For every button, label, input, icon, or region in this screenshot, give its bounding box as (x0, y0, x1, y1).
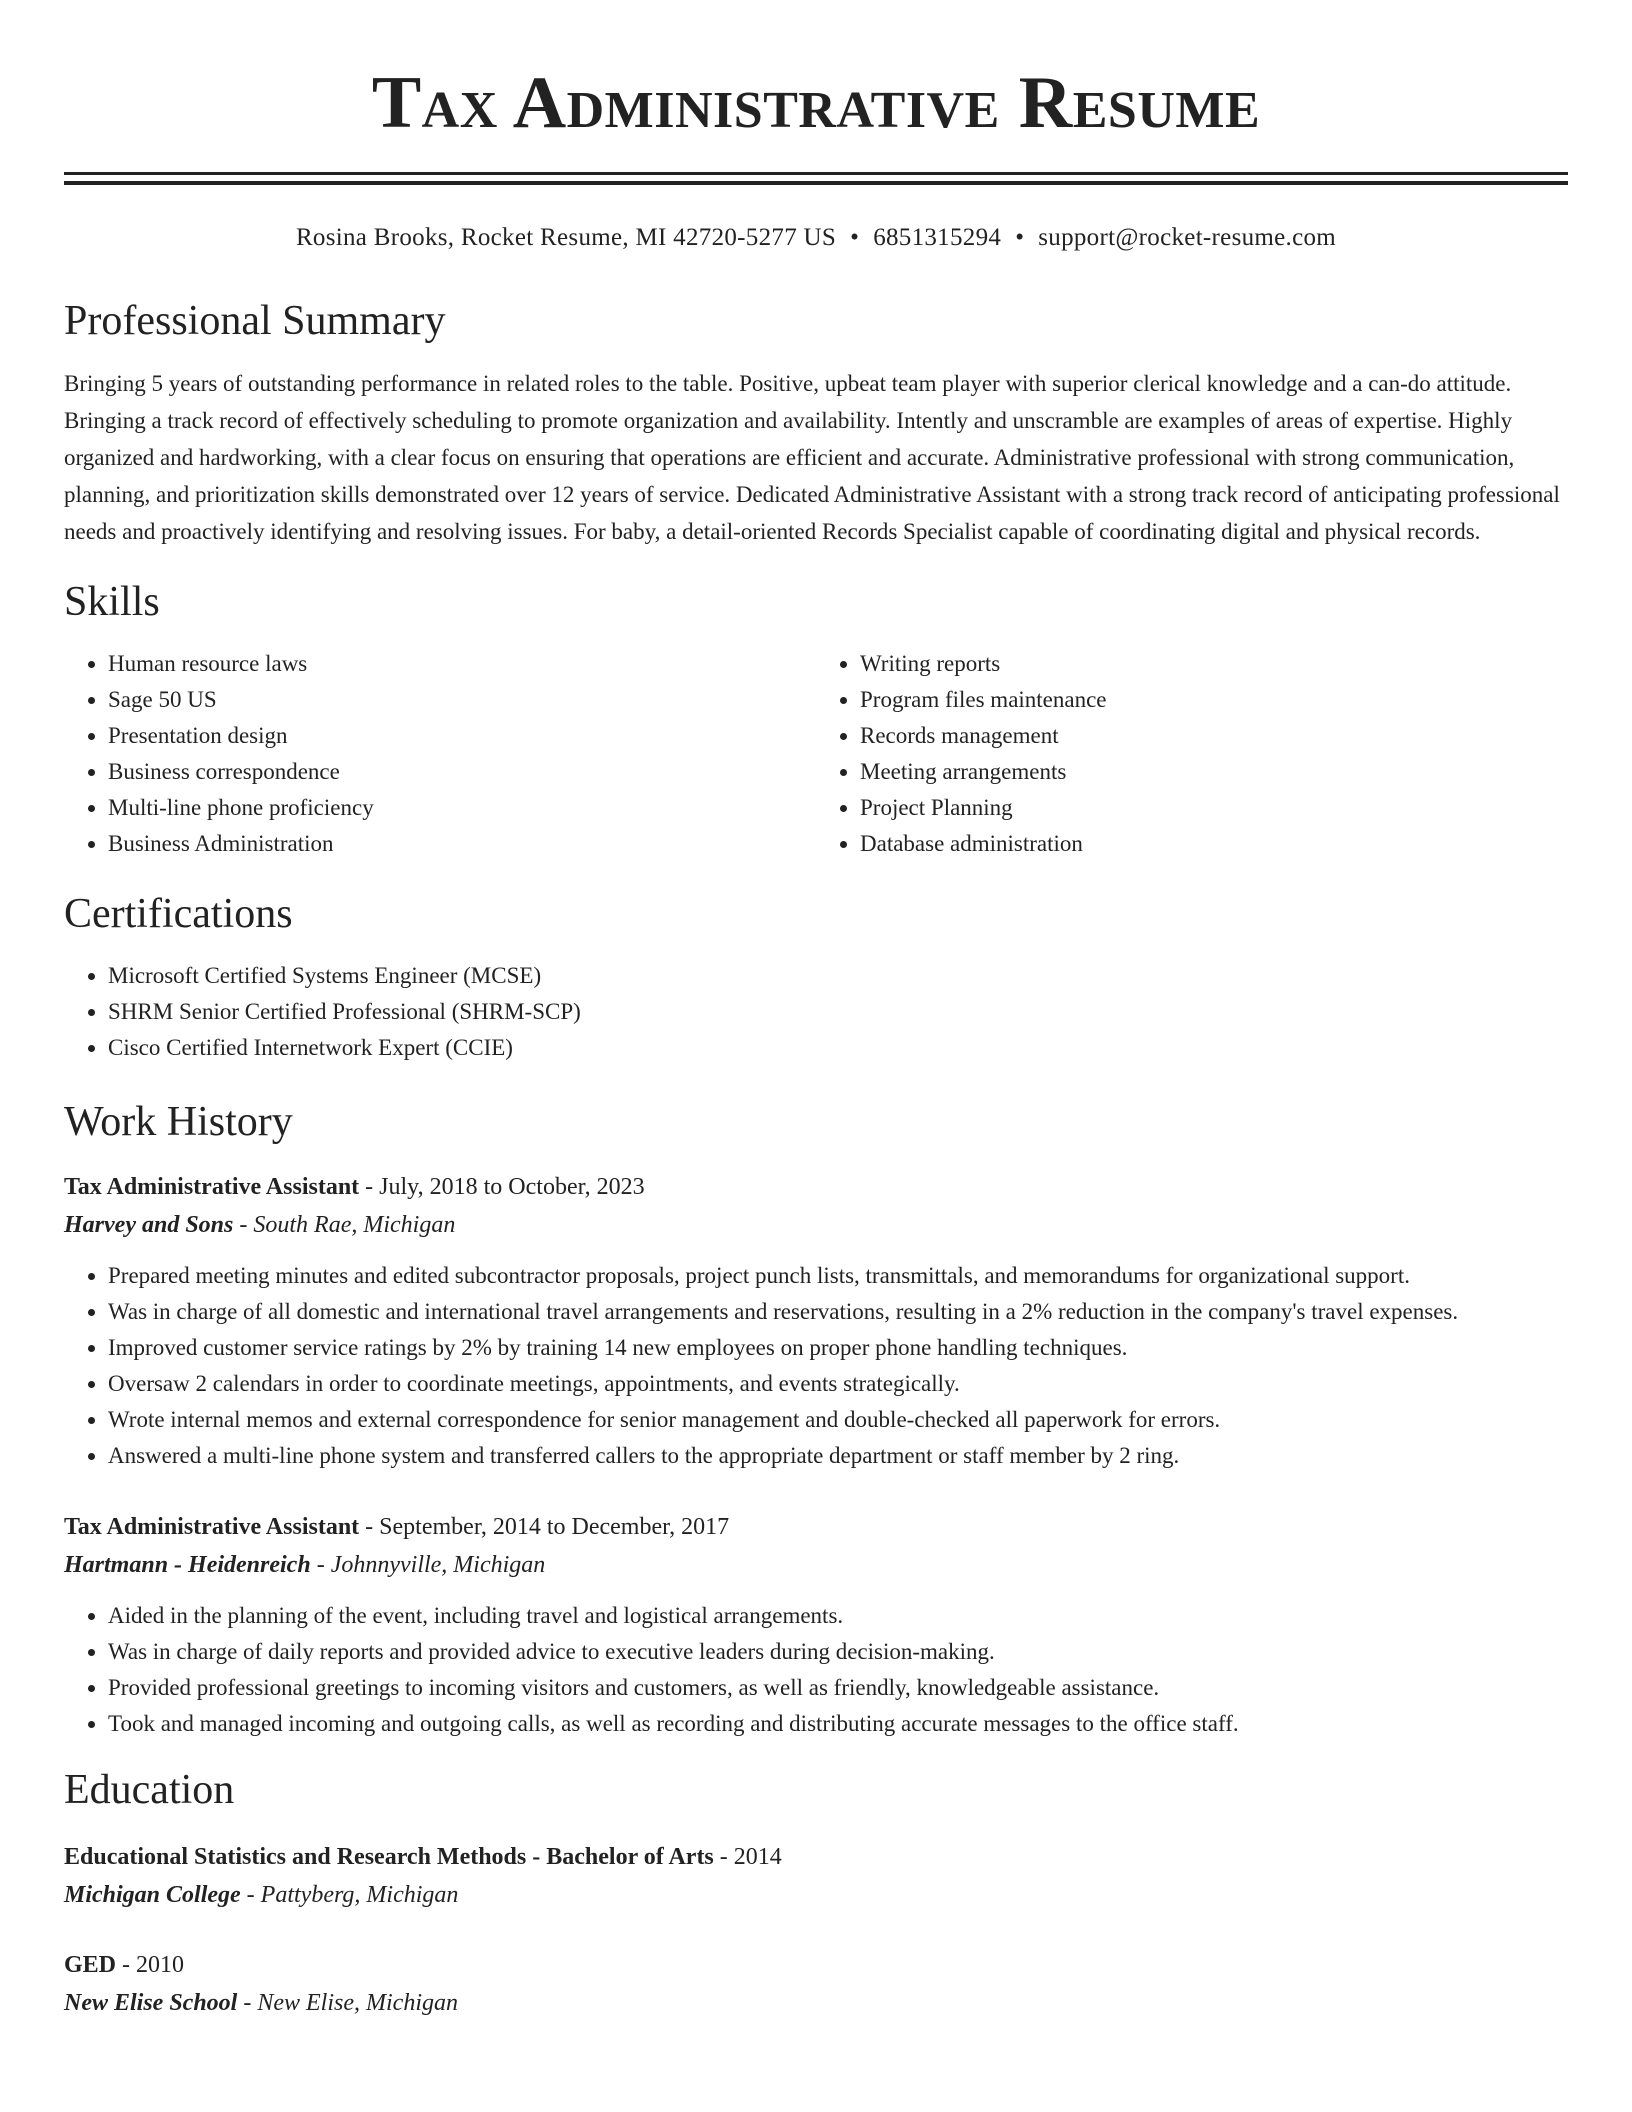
school-line (64, 1984, 1568, 2022)
contact-separator: • (850, 224, 860, 251)
job-bullet: • Oversaw 2 calendars in order to coordinate meetings, appointments, and events strategically. (108, 1366, 1568, 1402)
skill-item: • Writing reports (860, 646, 1568, 682)
certifications-heading: Certifications (64, 891, 293, 937)
skill-item: • Records management (860, 718, 1568, 754)
school: New Elise School (64, 1990, 238, 2016)
job-title-line (64, 1168, 1568, 1206)
job-title-line (64, 1508, 1568, 1546)
job-entry (64, 1168, 1568, 1474)
degree-line (64, 1946, 1568, 1984)
dash: - (365, 1174, 374, 1200)
dash: - (122, 1952, 131, 1978)
degree-year: 2010 (136, 1952, 185, 1978)
contact-phone: 6851315294 (873, 224, 1002, 251)
contact-address: Rosina Brooks, Rocket Resume, MI 42720-5277 US (295, 224, 837, 251)
dash: - (246, 1882, 255, 1908)
degree: GED (64, 1952, 117, 1978)
degree-line (64, 1838, 1568, 1876)
skill-item: • Presentation design (108, 718, 816, 754)
job-bullet: • Was in charge of daily reports and provided advice to executive leaders during decision-making. (108, 1634, 1568, 1670)
school: Michigan College (64, 1882, 241, 1908)
contact-line (64, 221, 1568, 255)
job-entry (64, 1508, 1568, 1742)
job-company-line (64, 1546, 1568, 1584)
certification-item: • Microsoft Certified Systems Engineer (MCSE) (108, 958, 1568, 994)
skills-list-left (64, 646, 816, 862)
education-entry (64, 1946, 1568, 2022)
dash: - (316, 1552, 325, 1578)
education-entry (64, 1838, 1568, 1914)
job-bullet: • Wrote internal memos and external correspondence for senior management and double-checked all paperwork for errors. (108, 1402, 1568, 1438)
skill-item: • Project Planning (860, 790, 1568, 826)
dash: - (243, 1990, 252, 2016)
degree-year: 2014 (733, 1844, 782, 1870)
dash: - (719, 1844, 728, 1870)
job-bullet: • Took and managed incoming and outgoing calls, as well as recording and distributing accurate messages to the office staff. (108, 1706, 1568, 1742)
job-title: Tax Administrative Assistant (64, 1174, 360, 1200)
school-line (64, 1876, 1568, 1914)
job-dates: July, 2018 to October, 2023 (379, 1174, 645, 1200)
certifications-list (64, 958, 1568, 1066)
job-bullet: • Aided in the planning of the event, including travel and logistical arrangements. (108, 1598, 1568, 1634)
page-title: Tax Administrative Resume (371, 62, 1261, 144)
degree: Educational Statistics and Research Methods - Bachelor of Arts (64, 1844, 714, 1870)
job-location: South Rae, Michigan (253, 1212, 456, 1238)
contact-separator: • (1015, 224, 1025, 251)
job-company: Harvey and Sons (64, 1212, 234, 1238)
skill-item: • Sage 50 US (108, 682, 816, 718)
skills-list-right (816, 646, 1568, 862)
skills-heading: Skills (64, 579, 160, 625)
job-bullet: • Provided professional greetings to incoming visitors and customers, as well as friendly, knowledgeable assistance. (108, 1670, 1568, 1706)
dash: - (365, 1514, 374, 1540)
dash: - (239, 1212, 248, 1238)
certification-item: • Cisco Certified Internetwork Expert (CCIE) (108, 1030, 1568, 1066)
skill-item: • Human resource laws (108, 646, 816, 682)
title-divider (64, 172, 1568, 185)
work-history-heading: Work History (64, 1099, 293, 1145)
skill-item: • Database administration (860, 826, 1568, 862)
skill-item: • Business correspondence (108, 754, 816, 790)
job-bullet: • Was in charge of all domestic and international travel arrangements and reservations, resulting in a 2% reduction in the company's travel expenses. (108, 1294, 1568, 1330)
job-bullets (64, 1258, 1568, 1474)
summary-heading: Professional Summary (64, 298, 446, 344)
certification-item: • SHRM Senior Certified Professional (SHRM-SCP) (108, 994, 1568, 1030)
job-title: Tax Administrative Assistant (64, 1514, 360, 1540)
school-location: Pattyberg, Michigan (260, 1882, 459, 1908)
skill-item: • Meeting arrangements (860, 754, 1568, 790)
skill-item: • Business Administration (108, 826, 816, 862)
job-bullet: • Prepared meeting minutes and edited subcontractor proposals, project punch lists, transmittals, and memorandums for organizational support. (108, 1258, 1568, 1294)
job-dates: September, 2014 to December, 2017 (379, 1514, 730, 1540)
skills-columns (64, 646, 1568, 862)
skill-item: • Multi-line phone proficiency (108, 790, 816, 826)
contact-email: support@rocket-resume.com (1038, 224, 1337, 251)
job-company-line (64, 1206, 1568, 1244)
skill-item: • Program files maintenance (860, 682, 1568, 718)
job-bullet: • Improved customer service ratings by 2% by training 14 new employees on proper phone handling techniques. (108, 1330, 1568, 1366)
job-location: Johnnyville, Michigan (330, 1552, 546, 1578)
job-company: Hartmann - Heidenreich (64, 1552, 311, 1578)
school-location: New Elise, Michigan (257, 1990, 458, 2016)
job-bullet: • Answered a multi-line phone system and transferred callers to the appropriate department or staff member by 2 ring. (108, 1438, 1568, 1474)
education-heading: Education (64, 1767, 235, 1813)
summary-text: Bringing 5 years of outstanding performance in related roles to the table. Positive, upbeat team player with superior clerical knowledge and a can-do attitude. Bringing a track record of effectively scheduling to promote organization and availability. Intently and unscramble are examples of areas of expertise. Highly organized and hardworking, with a clear focus on ensuring that operations are efficient and accurate. Administrative professional with strong communication, planning, and prioritization skills demonstrated over 12 years of service. Dedicated Administrative Assistant with a strong track record of anticipating professional needs and proactively identifying and resolving issues. For baby, a detail-oriented Records Specialist capable of coordinating digital and physical records. (64, 371, 1560, 544)
job-bullets (64, 1598, 1568, 1742)
